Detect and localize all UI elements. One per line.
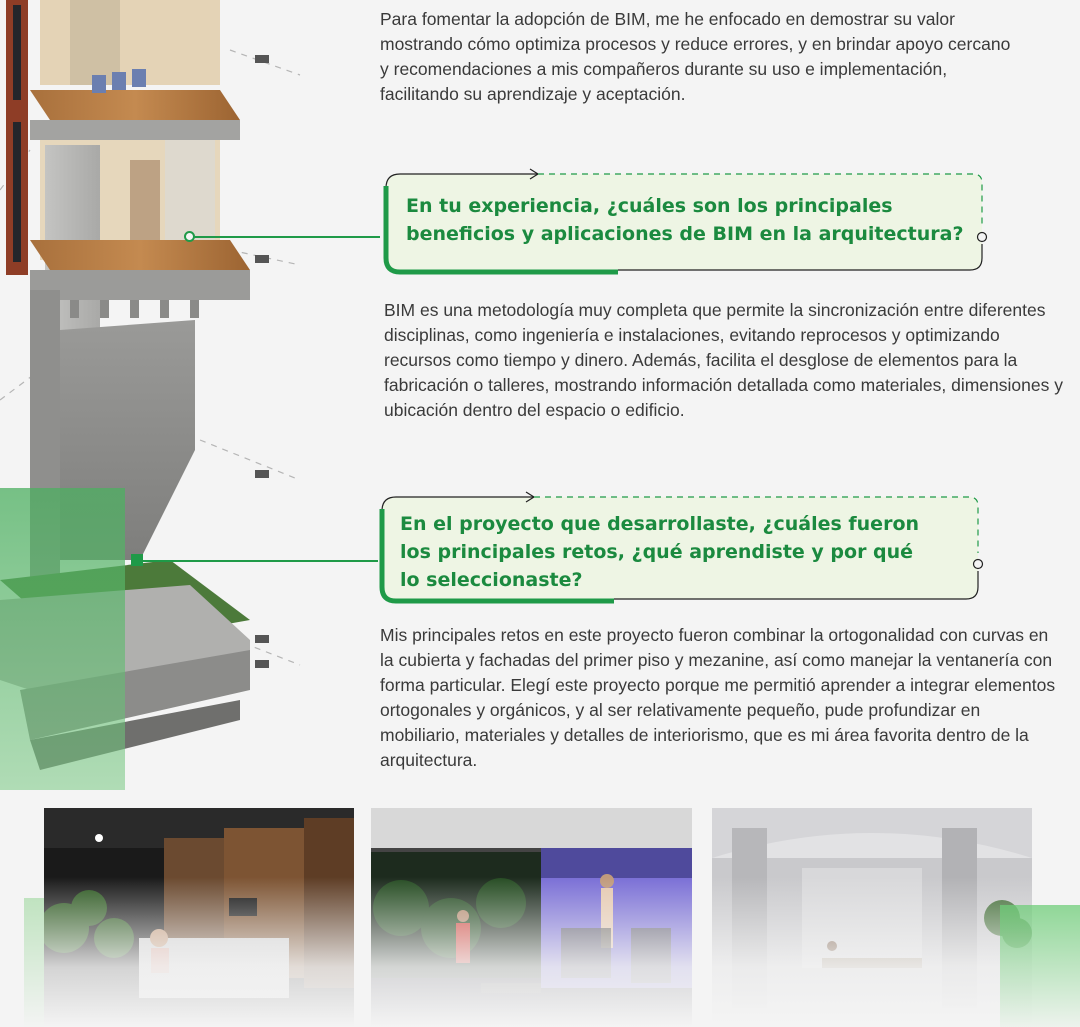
question-callout-2 [374,489,986,607]
decorative-green-block [0,488,125,790]
lobby-render [712,808,1032,1027]
answer-2-paragraph: Mis principales retos en este proyecto fueron combinar la ortogonalidad con curvas en la cubierta y fachadas del primer piso y mezanine, así como manejar la ventanería con forma particular. Elegí este proyecto porque me permitió aprender a integrar elementos ortogonales y orgánicos, y al ser relativamente pequeño, pude profundizar en mobiliario, materiales y detalles de interiorismo, que es mi área favorita dentro de la arquitectura. [380,625,1056,770]
connector-line [190,236,380,238]
answer-1-paragraph: BIM es una metodología muy completa que permite la sincronización entre diferentes disciplinas, como ingeniería e instalaciones, evitando reprocesos y optimizando recursos como tiempo y dinero. Además, facilita el desglose de elementos para la fabricación o talleres, mostrando información detallada como materiales, dimensiones y ubicación dentro del espacio o edificio. [384,300,1063,420]
question-1-text: En tu experiencia, ¿cuáles son los principales beneficios y aplicaciones de BIM en la arquitectura? [406,195,964,245]
connector-dot [184,231,195,242]
meeting-room-render [44,808,354,1027]
gym-render [371,808,692,1027]
question-callout-1 [378,166,990,278]
question-2-text: En el proyecto que desarrollaste, ¿cuáles fueron los principales retos, ¿qué aprendiste y por qué lo seleccionaste? [400,513,920,591]
connector-square [131,554,143,566]
connector-line [138,560,378,562]
intro-paragraph: Para fomentar la adopción de BIM, me he enfocado en demostrar su valor mostrando cómo optimiza procesos y reduce errores, y en brindar apoyo cercano y recomendaciones a mis compañeros durante su uso e implementación, facilitando su aprendizaje y aceptación. [380,9,1011,104]
decorative-green-block [1000,905,1080,1027]
